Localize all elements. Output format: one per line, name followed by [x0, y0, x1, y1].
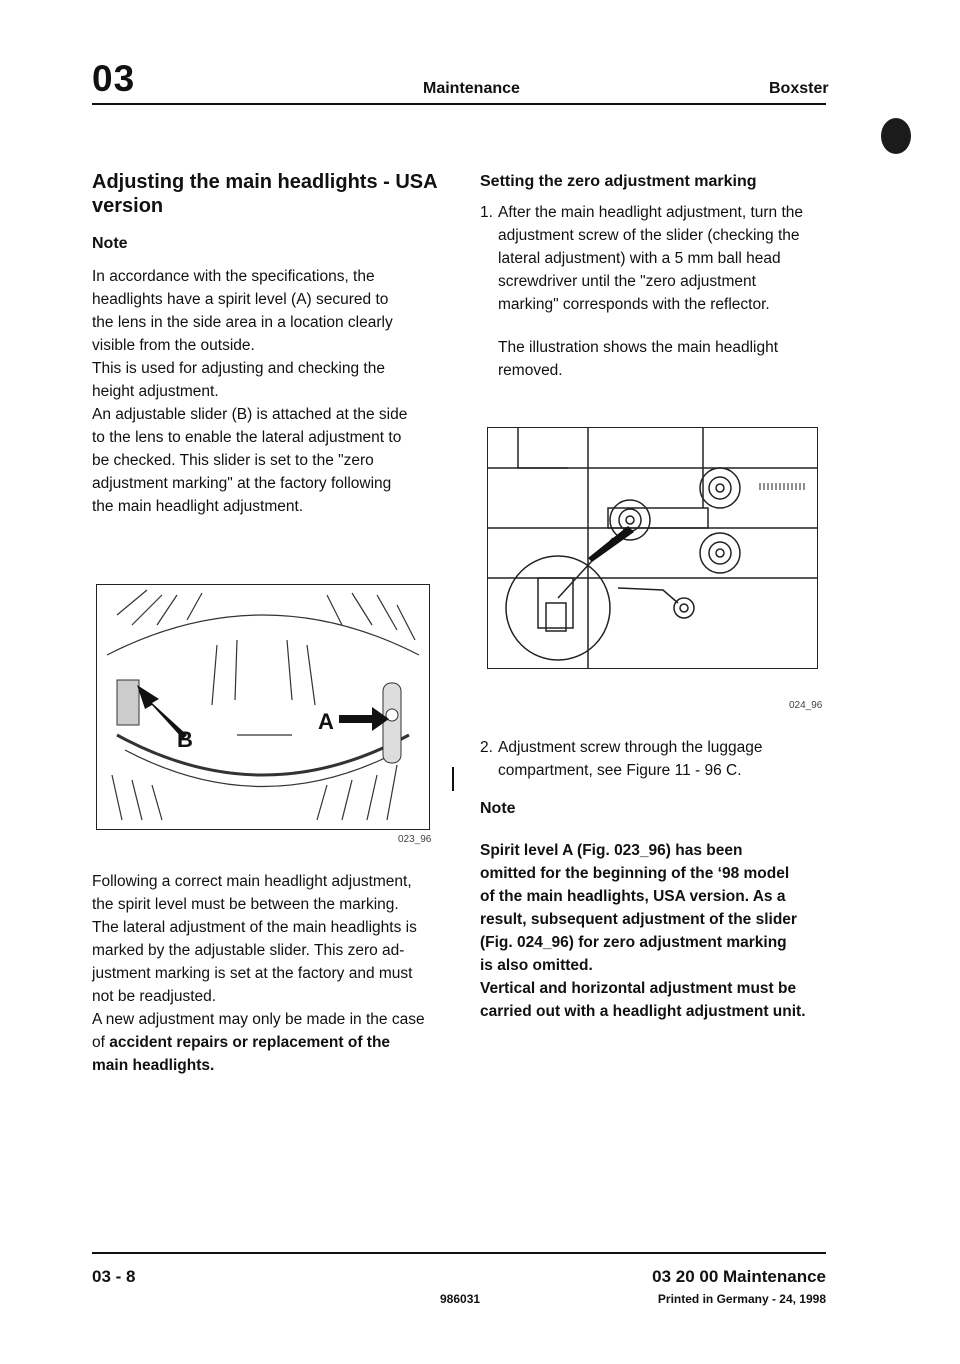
footer-section: 03 20 00 Maintenance — [652, 1267, 826, 1286]
step-text — [498, 201, 803, 316]
text-line: marked by the adjustable slider. This zero ad- — [92, 942, 405, 959]
text-line: is also omitted. — [480, 957, 593, 974]
change-bar — [452, 767, 454, 791]
intro-paragraph — [92, 265, 437, 518]
text-line: In accordance with the specifications, the — [92, 268, 375, 285]
left-column-bottom — [92, 870, 437, 1077]
illustration-note — [498, 336, 830, 382]
text-line: result, subsequent adjustment of the slider — [480, 911, 797, 928]
step-1 — [480, 201, 830, 316]
text-line: Adjustment screw through the luggage — [498, 739, 763, 756]
text-line: Following a correct main headlight adjustment, — [92, 873, 412, 890]
figure-label-b: B — [177, 727, 193, 752]
text-line: visible from the outside. — [92, 337, 255, 354]
text-line: Spirit level A (Fig. 023_96) has been — [480, 842, 743, 859]
printed-info: Printed in Germany - 24, 1998 — [657, 1292, 826, 1306]
right-column-bottom — [480, 736, 830, 1023]
text-line: of the main headlights, USA version. As a — [480, 888, 786, 905]
text-line: the lens in the side area in a location clearly — [92, 314, 393, 331]
text-line: height adjustment. — [92, 383, 219, 400]
text-line: This is used for adjusting and checking the — [92, 360, 385, 377]
section-tab-marker — [881, 118, 911, 154]
text-line: headlights have a spirit level (A) secured to — [92, 291, 389, 308]
step-text — [498, 736, 763, 782]
figure-caption-right: 024_96 — [789, 700, 823, 711]
slider-figure — [487, 427, 818, 669]
note-heading-right: Note — [480, 800, 516, 817]
step-2 — [480, 736, 830, 782]
text-line: carried out with a headlight adjustment unit. — [480, 1003, 806, 1020]
text-line: An adjustable slider (B) is attached at the side — [92, 406, 408, 423]
chapter-number: 03 — [92, 58, 136, 99]
headlight-figure — [96, 584, 430, 830]
text-line-bold: main headlights. — [92, 1057, 215, 1074]
text-line: be checked. This slider is set to the "zero — [92, 452, 374, 469]
step-number: 2. — [480, 739, 493, 756]
text-fragment: of — [92, 1034, 110, 1051]
footer-rule — [92, 1252, 826, 1254]
left-column — [92, 170, 437, 518]
right-column — [480, 170, 830, 382]
text-line: compartment, see Figure 11 - 96 C. — [498, 762, 742, 779]
note-paragraph — [480, 839, 830, 1023]
document-code: 986031 — [440, 1292, 481, 1306]
figure-caption-left: 023_96 — [398, 834, 432, 845]
page-title: Adjusting the main headlights - USA version — [92, 171, 437, 217]
text-line: not be readjusted. — [92, 988, 217, 1005]
step-number: 1. — [480, 204, 493, 221]
text-line-bold — [92, 1031, 437, 1054]
text-line: the main headlight adjustment. — [92, 498, 304, 515]
note-heading-left: Note — [92, 235, 128, 252]
figure-label-a: A — [318, 709, 334, 734]
header-rule — [92, 103, 826, 105]
text-line: the spirit level must be between the marking. — [92, 896, 399, 913]
text-line: adjustment screw of the slider (checking the — [498, 227, 800, 244]
text-line: The lateral adjustment of the main headlights is — [92, 919, 417, 936]
text-line: screwdriver until the "zero adjustment — [498, 273, 756, 290]
header-model: Boxster — [769, 80, 829, 97]
text-line: adjustment marking" at the factory following — [92, 475, 392, 492]
text-line: justment marking is set at the factory and must — [92, 965, 413, 982]
right-heading: Setting the zero adjustment marking — [480, 173, 757, 190]
text-line: removed. — [498, 362, 563, 379]
text-line: to the lens to enable the lateral adjustment to — [92, 429, 402, 446]
text-line: A new adjustment may only be made in the case — [92, 1011, 425, 1028]
header-section: Maintenance — [423, 80, 520, 97]
text-line: Vertical and horizontal adjustment must be — [480, 980, 797, 997]
page-number: 03 - 8 — [92, 1267, 136, 1286]
text-line: (Fig. 024_96) for zero adjustment marking — [480, 934, 787, 951]
text-line: The illustration shows the main headlight — [498, 339, 779, 356]
text-line: omitted for the beginning of the ‘98 model — [480, 865, 790, 882]
text-line: marking" corresponds with the reflector. — [498, 296, 770, 313]
text-fragment-bold: accident repairs or replacement of the — [109, 1034, 391, 1051]
text-line: After the main headlight adjustment, turn the — [498, 204, 804, 221]
text-line: lateral adjustment) with a 5 mm ball head — [498, 250, 781, 267]
